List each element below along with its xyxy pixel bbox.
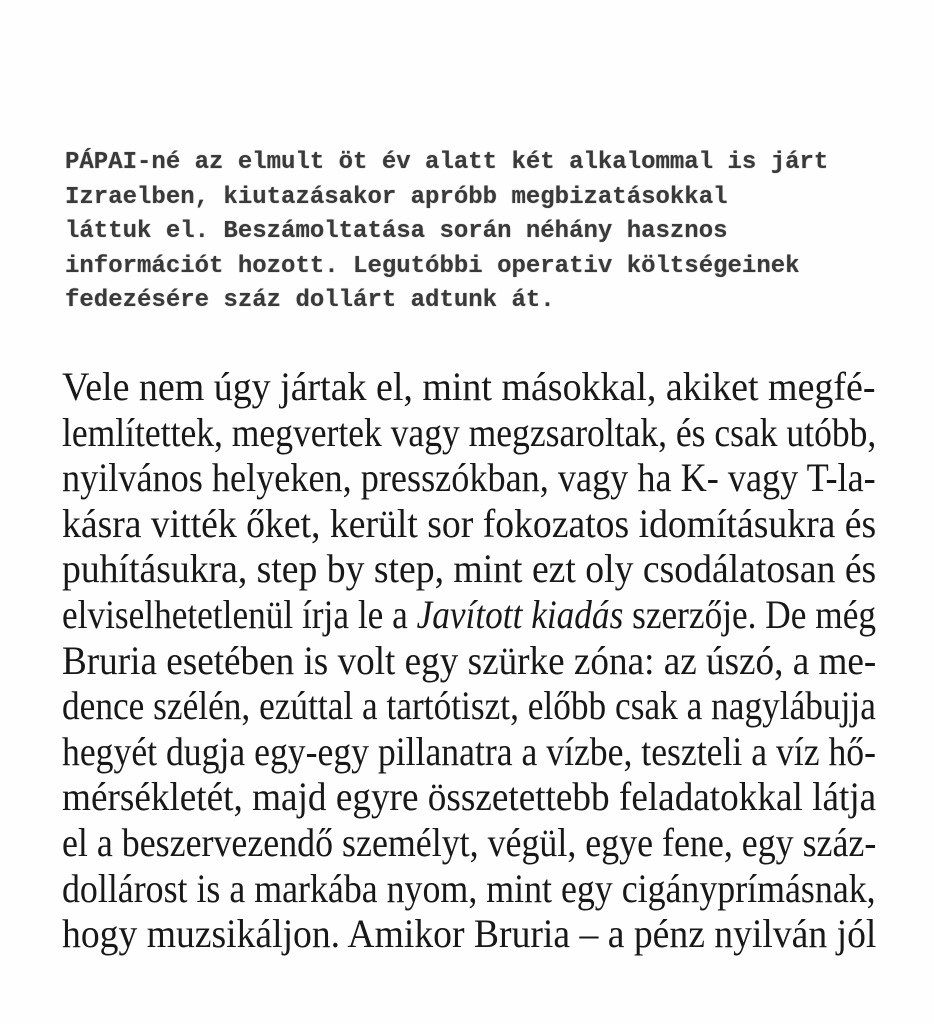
memo-line: fedezésére száz dollárt adtunk át. <box>65 287 555 314</box>
memo-line: PÁPAI-né az elmult öt év alatt két alkalommal is járt <box>65 149 829 176</box>
body-line: mérsékletét, majd egyre összetettebb feladatokkal látja <box>62 774 877 820</box>
body-line: puhításukra, step by step, mint ezt oly csodálatosan és <box>62 546 877 592</box>
body-line: lemlítettek, megvertek vagy megzsaroltak, és csak utóbb, <box>62 409 877 455</box>
body-line-text: elviselhetetlenül írja le a <box>62 591 417 637</box>
body-paragraph <box>62 364 876 957</box>
body-line: dence szélén, ezúttal a tartótiszt, előbb csak a nagylábujja <box>62 683 876 729</box>
memo-line: információt hozott. Legutóbbi operativ költségeinek <box>65 252 800 280</box>
body-line-text: szerzője. De még <box>623 591 876 637</box>
body-line: Vele nem úgy jártak el, mint másokkal, akiket megfé- <box>62 364 876 409</box>
body-line: hegyét dugja egy-egy pillanatra a vízbe, teszteli a víz hő- <box>62 728 876 774</box>
memo-line: Izraelben, kiutazásakor apróbb megbizatásokkal <box>65 183 728 211</box>
body-line: Bruria esetében is volt egy szürke zóna: az úszó, a me- <box>62 637 877 683</box>
body-line: nyilvános helyeken, presszókban, vagy ha K- vagy T-la- <box>62 455 876 501</box>
memo-line: láttuk el. Beszámoltatása során néhány hasznos <box>65 218 728 245</box>
body-line: kásra vitték őket, került sor fokozatos idomításukra és <box>62 500 877 546</box>
memo-excerpt <box>65 146 875 319</box>
italic-book-title: Javított kiadás <box>416 591 624 637</box>
body-line: hogy muzsikáljon. Amikor Bruria – a pénz nyilván jól <box>62 911 877 957</box>
body-line <box>62 591 876 638</box>
body-line: el a beszervezendő személyt, végül, egye fene, egy száz- <box>62 819 877 865</box>
body-line: dollárost is a markába nyom, mint egy cigányprímásnak, <box>62 865 876 911</box>
